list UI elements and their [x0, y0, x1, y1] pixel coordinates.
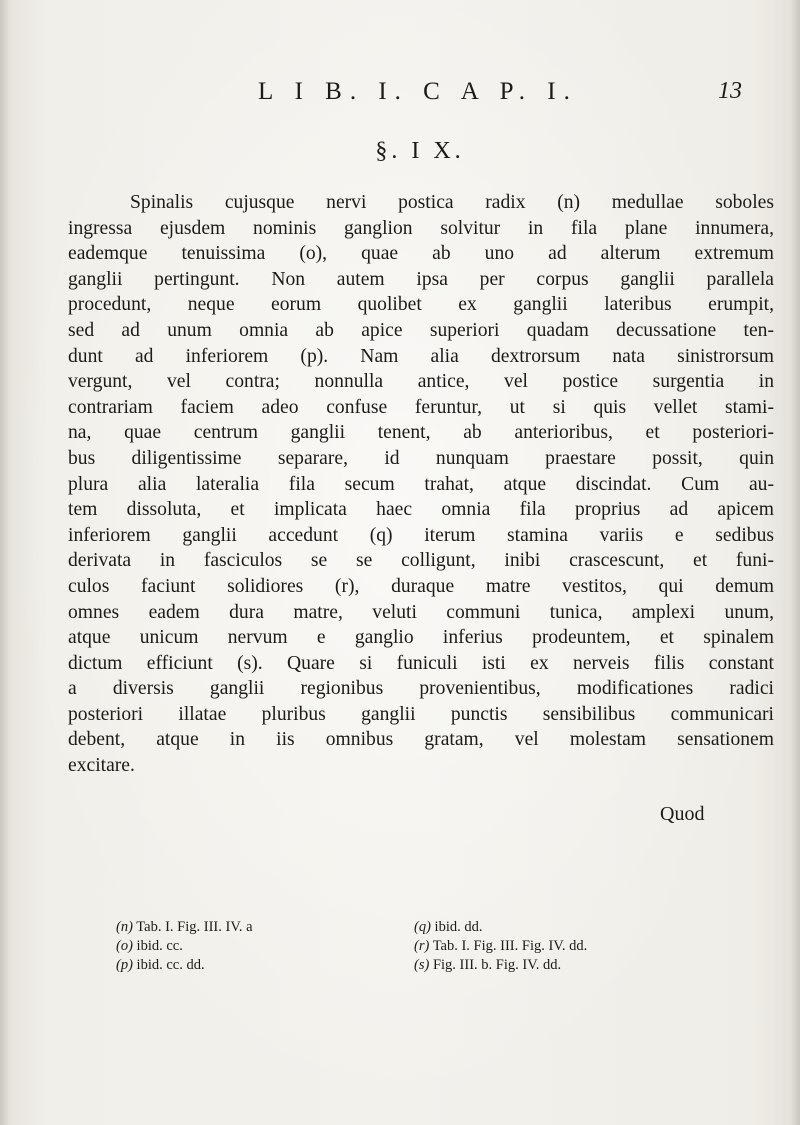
body-paragraph [68, 190, 774, 779]
section-heading: §. I X. [375, 138, 465, 164]
footnote [116, 918, 253, 937]
page-edge-shadow-left [0, 0, 10, 1125]
text-line: sed ad unum omnia ab apice superiori quadam decussatione ten- [68, 319, 774, 341]
text-line: vergunt, vel contra; nonnulla antice, vel postice surgentia in [68, 371, 774, 393]
footnote-mark: (q) [414, 919, 431, 935]
running-head [0, 78, 800, 108]
footnotes-left-column [116, 918, 253, 975]
text-line: excitare. [68, 755, 135, 777]
page-number: 13 [718, 78, 742, 104]
text-line: posteriori illatae pluribus ganglii punctis sensibilibus communicari [68, 703, 774, 725]
text-line: Spinalis cujusque nervi postica radix (n) medullae soboles [130, 192, 774, 213]
text-line: ingressa ejusdem nominis ganglion solvitur in fila plane innumera, [68, 217, 774, 239]
footnote-mark: (r) [414, 938, 430, 954]
footnote [116, 937, 253, 956]
text-line: debent, atque in iis omnibus gratam, vel molestam sensationem [68, 729, 774, 751]
text-line: inferiorem ganglii accedunt (q) iterum stamina variis e sedibus [68, 524, 774, 546]
text-line: atque unicum nervum e ganglio inferius prodeuntem, et spinalem [68, 627, 774, 649]
running-head-title: L I B. I. C A P. I. [258, 78, 578, 105]
footnote-text: Tab. I. Fig. III. Fig. IV. dd. [432, 938, 588, 954]
footnote-mark: (p) [116, 957, 133, 973]
footnote [414, 937, 587, 956]
footnote-text: Tab. I. Fig. III. IV. a [136, 919, 253, 935]
footnote-text: ibid. dd. [434, 919, 483, 935]
footnote-text: Fig. III. b. Fig. IV. dd. [432, 957, 562, 973]
catchword: Quod [660, 803, 705, 825]
page-edge-shadow-right [790, 0, 800, 1125]
text-line: dunt ad inferiorem (p). Nam alia dextrorsum nata sinistrorsum [68, 345, 774, 367]
footnotes-right-column [414, 918, 587, 975]
text-line: na, quae centrum ganglii tenent, ab anterioribus, et posteriori- [68, 422, 774, 444]
text-line: tem dissoluta, et implicata haec omnia fila proprius ad apicem [68, 499, 774, 521]
footnote [414, 956, 587, 975]
footnote-mark: (s) [414, 957, 430, 973]
text-line: a diversis ganglii regionibus provenientibus, modificationes radici [68, 678, 774, 700]
footnote [116, 956, 253, 975]
text-line: omnes eadem dura matre, veluti communi tunica, amplexi unum, [68, 601, 774, 623]
text-line: culos faciunt solidiores (r), duraque matre vestitos, qui demum [68, 575, 774, 597]
footnote [414, 918, 587, 937]
text-line: derivata in fasciculos se se colligunt, inibi crascescunt, et funi- [68, 550, 774, 572]
text-line: plura alia lateralia fila secum trahat, atque discindat. Cum au- [68, 473, 774, 495]
text-line: eademque tenuissima (o), quae ab uno ad alterum extremum [68, 243, 774, 265]
text-line: dictum efficiunt (s). Quare si funiculi isti ex nerveis filis constant [68, 652, 774, 674]
text-line: contrariam faciem adeo confuse feruntur, ut si quis vellet stami- [68, 396, 774, 418]
text-line: bus diligentissime separare, id nunquam praestare possit, quin [68, 447, 774, 469]
footnote-mark: (o) [116, 938, 133, 954]
footnote-text: ibid. cc. [136, 938, 183, 954]
footnote-text: ibid. cc. dd. [136, 957, 205, 973]
text-line: procedunt, neque eorum quolibet ex ganglii lateribus erumpit, [68, 294, 774, 316]
text-line: ganglii pertingunt. Non autem ipsa per corpus ganglii parallela [68, 268, 774, 290]
footnote-mark: (n) [116, 919, 133, 935]
